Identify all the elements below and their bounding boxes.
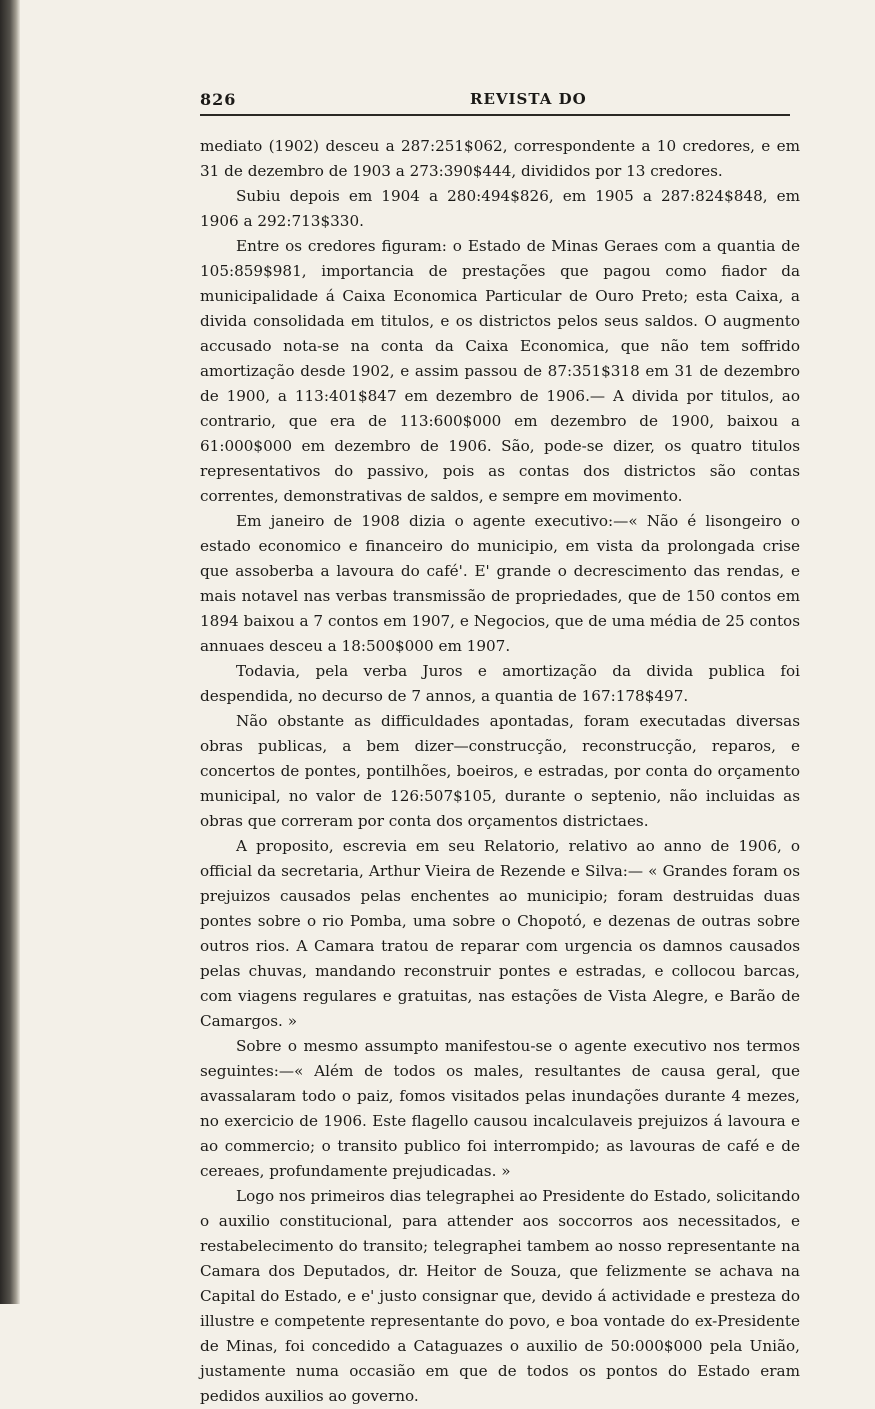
paragraph-7: A proposito, escrevia em seu Relatorio, relativo ao anno de 1906, o official da secretaria, Arthur Vieira de Rezende e Silva:— « Grandes foram os prejuizos causados pelas enchentes ao municipio; foram destruidas duas pontes sobre o rio Pomba, uma sobre o Chopotó, e dezenas de outras sobre outros rios. A Camara tratou de reparar com urgencia os damnos causados pelas chuvas, mandando reconstruir pontes e estradas, e collocou barcas, com viagens regulares e gratuitas, nas estações de Vista Alegre, e Barão de Camargos. » (200, 837, 800, 1030)
paragraph-9: Logo nos primeiros dias telegraphei ao Presidente do Estado, solicitando o auxilio constitucional, para attender aos soccorros aos necessitados, e restabelecimento do transito; telegraphei tambem ao nosso representante na Camara dos Deputados, dr. Heitor de Souza, que felizmente se achava na Capital do Estado, e e' justo consignar que, devido á actividade e presteza do illustre e competente representante do povo, e boa vontade do ex-Presidente de Minas, foi concedido a Cataguazes o auxilio de 50:000$000 pela União, justamente numa occasião em que de todos os pontos do Estado eram pedidos auxilios ao governo. (200, 1187, 800, 1405)
paragraph-2: Subiu depois em 1904 a 280:494$826, em 1905 a 287:824$848, em 1906 a 292:713$330. (200, 187, 800, 230)
paragraph-1: mediato (1902) desceu a 287:251$062, correspondente a 10 credores, e em 31 de dezembro de 1903 a 273:390$444, divididos por 13 credores. (200, 137, 800, 180)
paragraph-6: Não obstante as difficuldades apontadas, foram executadas diversas obras publicas, a bem dizer—construcção, reconstrucção, reparos, e concertos de pontes, pontilhões, boeiros, e estradas, por conta do orçamento municipal, no valor de 126:507$105, durante o septenio, não incluidas as obras que correram por conta dos orçamentos districtaes. (200, 712, 800, 830)
document-page (200, 84, 800, 1409)
paragraph-3: Entre os credores figuram: o Estado de Minas Geraes com a quantia de 105:859$981, importancia de prestações que pagou como fiador da municipalidade á Caixa Economica Particular de Ouro Preto; esta Caixa, a divida consolidada em titulos, e os districtos pelos seus saldos. O augmento accusado nota-se na conta da Caixa Economica, que não tem soffrido amortização desde 1902, e assim passou de 87:351$318 em 31 de dezembro de 1900, a 113:401$847 em dezembro de 1906.— A divida por titulos, ao contrario, que era de 113:600$000 em dezembro de 1900, baixou a 61:000$000 em dezembro de 1906. São, pode-se dizer, os quatro titulos representativos do passivo, pois as contas dos districtos são contas correntes, demonstrativas de saldos, e sempre em movimento. (200, 237, 800, 505)
header-rule (200, 114, 790, 116)
page-header (200, 84, 800, 112)
book-spine-shadow (0, 0, 20, 1304)
page-number: 826 (200, 90, 237, 109)
paragraph-5: Todavia, pela verba Juros e amortização da divida publica foi despendida, no decurso de 7 annos, a quantia de 167:178$497. (200, 662, 800, 705)
paragraph-8: Sobre o mesmo assumpto manifestou-se o agente executivo nos termos seguintes:—« Além de todos os males, resultantes de causa geral, que avassalaram todo o paiz, fomos visitados pelas inundações durante 4 mezes, no exercicio de 1906. Este flagello causou incalculaveis prejuizos á lavoura e ao commercio; o transito publico foi interrompido; as lavouras de café e de cereaes, profundamente prejudicadas. » (200, 1037, 800, 1180)
running-title: REVISTA DO (470, 90, 587, 108)
paragraph-4: Em janeiro de 1908 dizia o agente executivo:—« Não é lisongeiro o estado economico e financeiro do municipio, em vista da prolongada crise que assoberba a lavoura do café'. E' grande o decrescimento das rendas, e mais notavel nas verbas transmissão de propriedades, que de 150 contos em 1894 baixou a 7 contos em 1907, e Negocios, que de uma média de 25 contos annuaes desceu a 18:500$000 em 1907. (200, 512, 800, 655)
